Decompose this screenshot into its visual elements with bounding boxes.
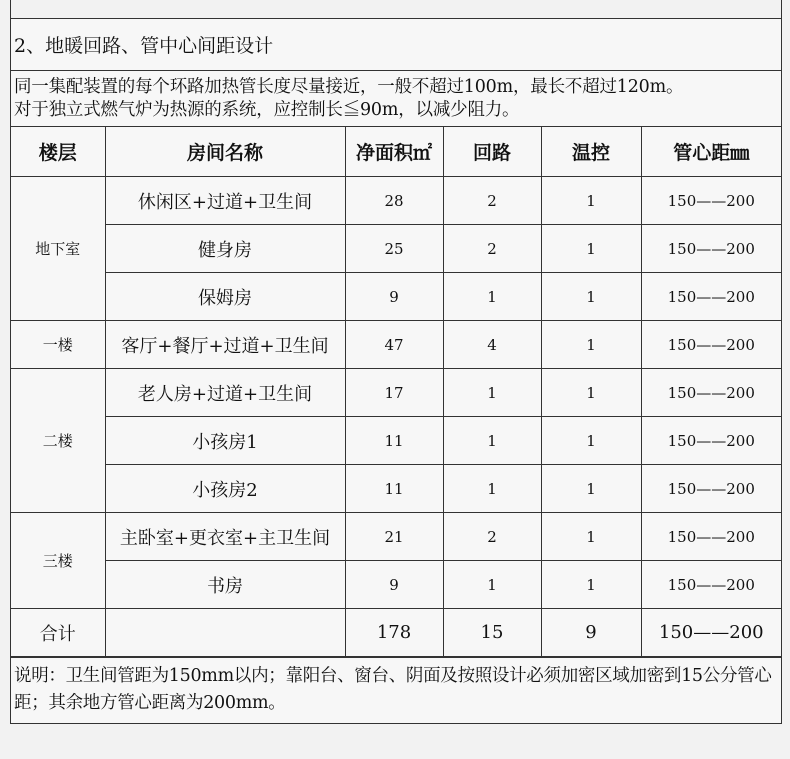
loops-cell: 2 (443, 513, 541, 561)
area-cell: 21 (345, 513, 443, 561)
floor-cell: 一楼 (11, 321, 105, 369)
room-cell: 客厅+餐厅+过道+卫生间 (105, 321, 345, 369)
area-cell: 25 (345, 225, 443, 273)
spacing-cell: 150——200 (641, 513, 781, 561)
control-cell: 1 (541, 177, 641, 225)
room-cell: 主卧室+更衣室+主卫生间 (105, 513, 345, 561)
heating-loop-table (11, 127, 781, 657)
area-cell: 17 (345, 369, 443, 417)
area-cell: 9 (345, 561, 443, 609)
header-floor: 楼层 (11, 127, 105, 177)
table-row (11, 369, 781, 417)
area-cell: 11 (345, 465, 443, 513)
table-row (11, 465, 781, 513)
control-cell: 1 (541, 465, 641, 513)
table-row (11, 417, 781, 465)
total-room-cell (105, 609, 345, 657)
spacing-cell: 150——200 (641, 417, 781, 465)
header-area: 净面积㎡ (345, 127, 443, 177)
intro-line-1: 同一集配装置的每个环路加热管长度尽量接近，一般不超过100m，最长不超过120m。 (14, 77, 684, 97)
spacing-cell: 150——200 (641, 321, 781, 369)
table-row (11, 321, 781, 369)
room-cell: 休闲区+过道+卫生间 (105, 177, 345, 225)
intro-note (11, 71, 781, 127)
document-sheet (10, 0, 782, 724)
total-spacing: 150——200 (641, 609, 781, 657)
room-cell: 健身房 (105, 225, 345, 273)
total-label: 合计 (11, 609, 105, 657)
room-cell: 老人房+过道+卫生间 (105, 369, 345, 417)
table-row (11, 177, 781, 225)
floor-cell: 地下室 (11, 177, 105, 321)
total-control: 9 (541, 609, 641, 657)
control-cell: 1 (541, 273, 641, 321)
top-blank-row (11, 0, 781, 19)
loops-cell: 1 (443, 465, 541, 513)
loops-cell: 1 (443, 561, 541, 609)
spacing-cell: 150——200 (641, 369, 781, 417)
table-row (11, 561, 781, 609)
area-cell: 28 (345, 177, 443, 225)
area-cell: 11 (345, 417, 443, 465)
loops-cell: 1 (443, 369, 541, 417)
loops-cell: 1 (443, 417, 541, 465)
spacing-cell: 150——200 (641, 177, 781, 225)
header-room: 房间名称 (105, 127, 345, 177)
table-row (11, 273, 781, 321)
table-header-row (11, 127, 781, 177)
control-cell: 1 (541, 561, 641, 609)
section-title: 2、地暖回路、管中心间距设计 (11, 19, 781, 71)
floor-cell: 三楼 (11, 513, 105, 609)
total-area: 178 (345, 609, 443, 657)
header-loops: 回路 (443, 127, 541, 177)
spacing-cell: 150——200 (641, 225, 781, 273)
header-spacing: 管心距㎜ (641, 127, 781, 177)
intro-line-2: 对于独立式燃气炉为热源的系统，应控制长≦90m，以减少阻力。 (14, 100, 520, 120)
control-cell: 1 (541, 225, 641, 273)
room-cell: 保姆房 (105, 273, 345, 321)
spacing-cell: 150——200 (641, 273, 781, 321)
control-cell: 1 (541, 417, 641, 465)
room-cell: 书房 (105, 561, 345, 609)
floor-cell: 二楼 (11, 369, 105, 513)
room-cell: 小孩房2 (105, 465, 345, 513)
loops-cell: 4 (443, 321, 541, 369)
header-control: 温控 (541, 127, 641, 177)
total-row (11, 609, 781, 657)
control-cell: 1 (541, 369, 641, 417)
spacing-cell: 150——200 (641, 561, 781, 609)
control-cell: 1 (541, 321, 641, 369)
control-cell: 1 (541, 513, 641, 561)
area-cell: 9 (345, 273, 443, 321)
loops-cell: 2 (443, 225, 541, 273)
table-row (11, 225, 781, 273)
total-loops: 15 (443, 609, 541, 657)
loops-cell: 1 (443, 273, 541, 321)
room-cell: 小孩房1 (105, 417, 345, 465)
table-row (11, 513, 781, 561)
area-cell: 47 (345, 321, 443, 369)
spacing-cell: 150——200 (641, 465, 781, 513)
loops-cell: 2 (443, 177, 541, 225)
footer-note: 说明：卫生间管距为150mm以内；靠阳台、窗台、阴面及按照设计必须加密区域加密到15公分管心距；其余地方管心距离为200mm。 (11, 657, 781, 724)
